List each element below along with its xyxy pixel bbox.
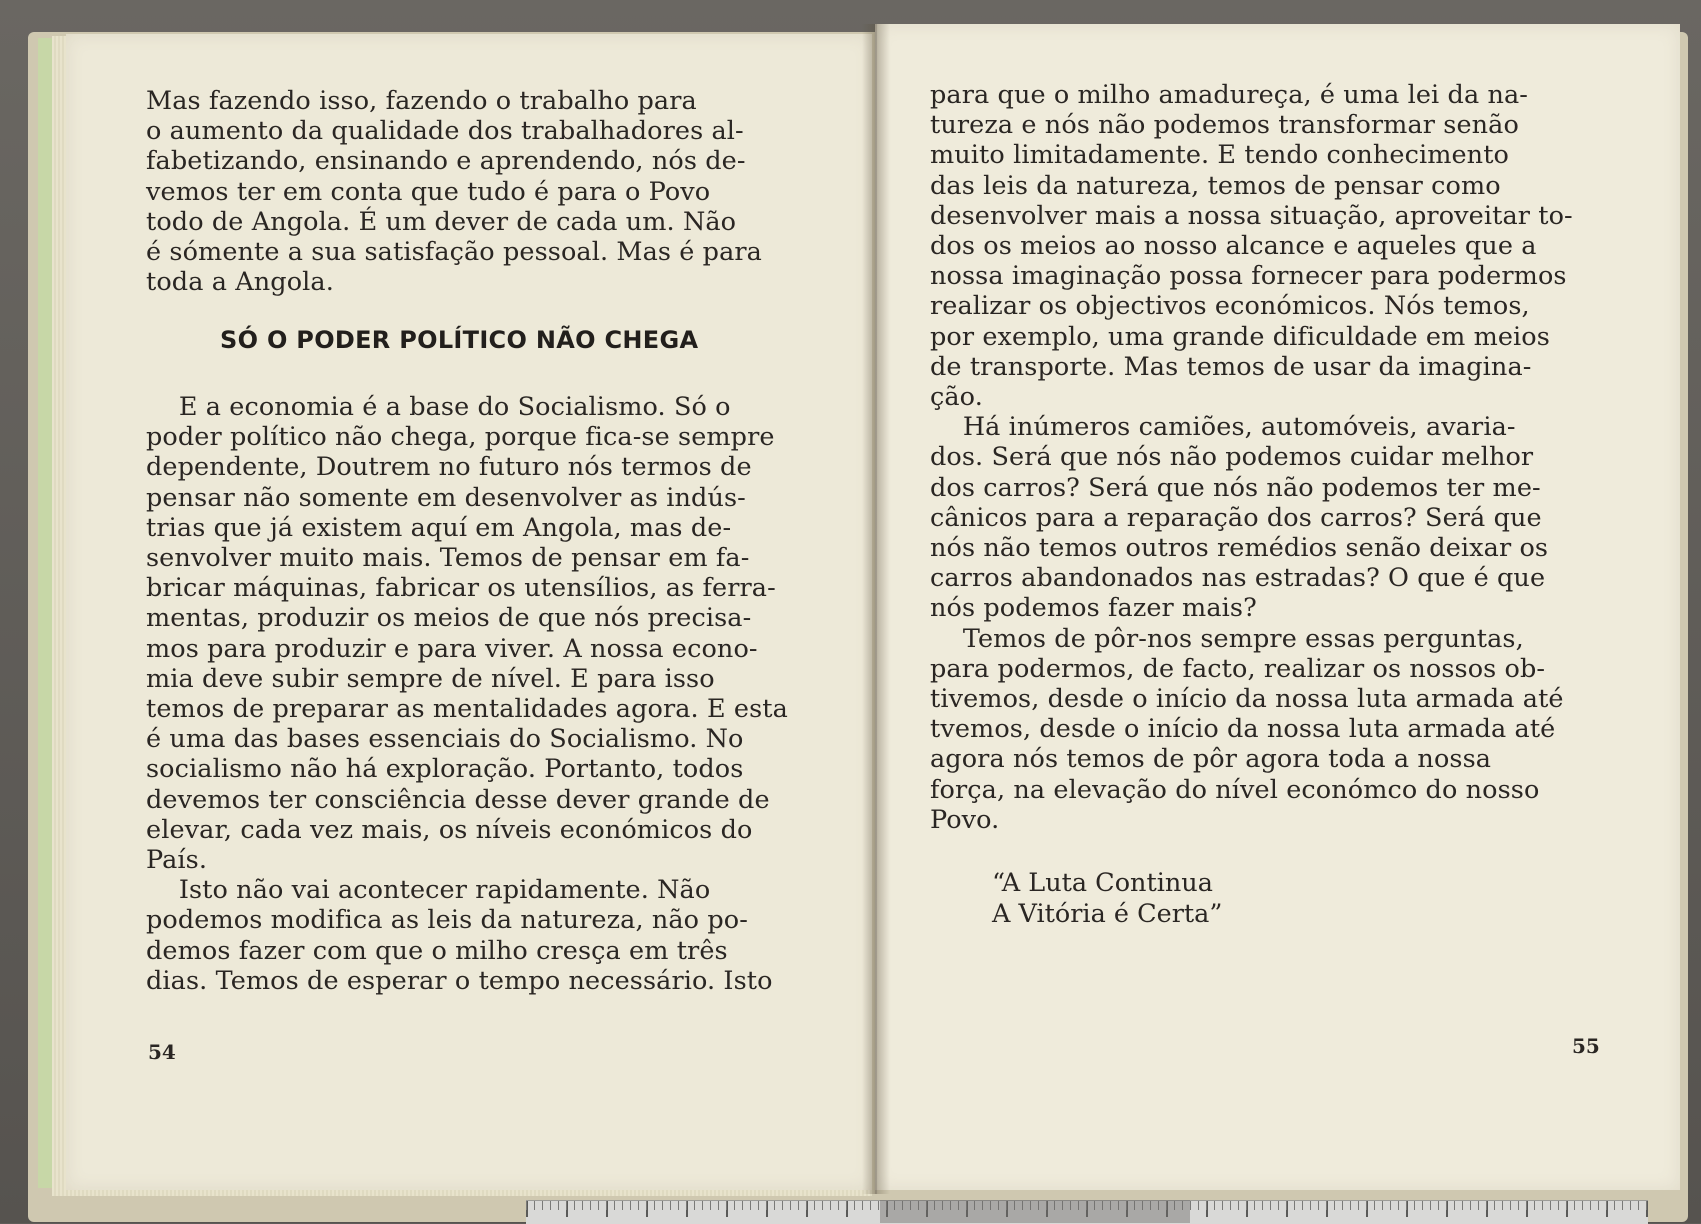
closing-quote: “A Luta Continua A Vitória é Certa” — [992, 868, 1223, 929]
section-heading: SÓ O PODER POLÍTICO NÃO CHEGA — [220, 326, 699, 354]
left-page-number: 54 — [148, 1040, 176, 1064]
right-page-number: 55 — [1572, 1034, 1600, 1058]
book-gutter — [862, 24, 890, 1194]
ruler-shadow — [880, 1200, 1190, 1223]
left-page-paragraph-2: E a economia é a base do Socialismo. Só o poder político não chega, porque fica-se sempre dependente, Doutrem no futuro nós termos de pensar não somente em desenvolver as indús- trias que já existem aquí em Angola, mas de- senvolver muito mais. Temos de pensar em fa- bricar máquinas, fabricar os utensílios, as ferra- mentas, produzir os meios de que nós precisa- mos para produzir e para viver. A nossa econo- mia deve subir sempre de nível. E para isso temos de preparar as mentalidades agora. E esta é uma das bases essenciais do Socialismo. No socialismo não há exploração. Portanto, todos devemos ter consciência desse dever grande de elevar, cada vez mais, os níveis económicos do País. Isto não vai acontecer rapidamente. Não podemos modifica as leis da natureza, não po- demos fazer com que o milho cresça em três dias. Temos de esperar o tempo necessário. Isto — [146, 392, 788, 996]
left-page-paragraph-1: Mas fazendo isso, fazendo o trabalho para o aumento da qualidade dos trabalhadores al- fabetizando, ensinando e aprendendo, nós de- vemos ter em conta que tudo é para o Povo todo de Angola. É um dever de cada um. Não é sómente a sua satisfação pessoal. Mas é para toda a Angola. — [146, 86, 762, 298]
right-page-body: para que o milho amadureça, é uma lei da na- tureza e nós não podemos transformar senão muito limitadamente. E tendo conhecimento das leis da natureza, temos de pensar como desenvolver mais a nossa situação, aproveitar to- dos os meios ao nosso alcance e aqueles que a nossa imaginação possa fornecer para podermos realizar os objectivos económicos. Nós temos, por exemplo, uma grande dificuldade em meios de transporte. Mas temos de usar da imagina- ção. Há inúmeros camiões, automóveis, avaria- dos. Será que nós não podemos cuidar melhor dos carros? Será que nós não podemos ter me- cânicos para a reparação dos carros? Será que nós não temos outros remédios senão deixar os carros abandonados nas estradas? O que é que nós podemos fazer mais? Temos de pôr-nos sempre essas perguntas, para podermos, de facto, realizar os nossos ob- tivemos, desde o início da nossa luta armada até tvemos, desde o início da nossa luta armada até agora nós temos de pôr agora toda a nossa força, na elevação do nível económco do nosso Povo. — [930, 80, 1573, 835]
